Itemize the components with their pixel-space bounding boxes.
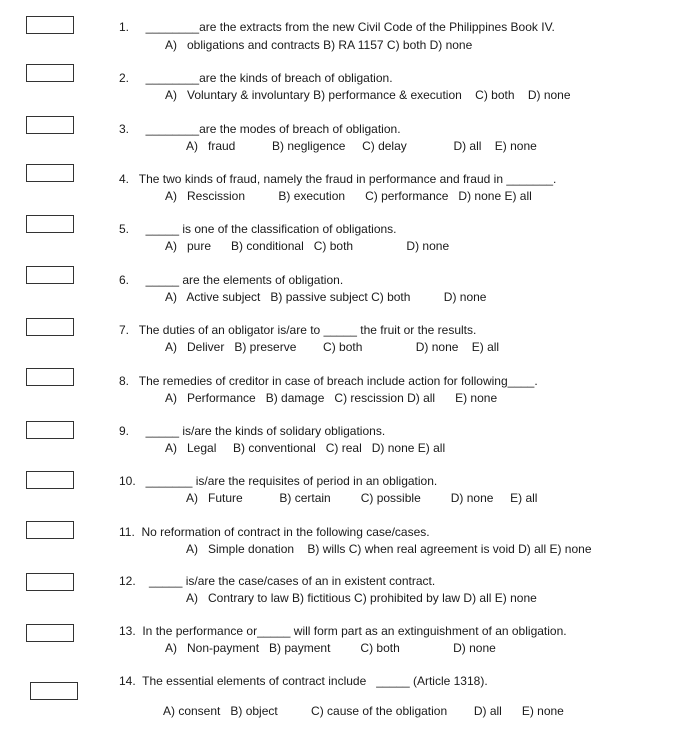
question-stem: 6. _____ are the elements of obligation. — [119, 273, 344, 287]
question-options: A) Active subject B) passive subject C) both D) none — [165, 290, 487, 304]
question-stem: 7. The duties of an obligator is/are to _____ the fruit or the results. — [119, 323, 477, 337]
answer-box-10[interactable] — [26, 471, 74, 489]
answer-box-7[interactable] — [26, 318, 74, 336]
question-stem: 13. In the performance or_____ will form part as an extinguishment of an obligation. — [119, 624, 567, 638]
question-options: A) pure B) conditional C) both D) none — [165, 239, 450, 253]
question-options: A) obligations and contracts B) RA 1157 C) both D) none — [165, 38, 473, 52]
answer-box-5[interactable] — [26, 215, 74, 233]
answer-box-6[interactable] — [26, 266, 74, 284]
question-options: A) consent B) object C) cause of the obligation D) all E) none — [163, 704, 564, 718]
question-options: A) Future B) certain C) possible D) none E) all — [186, 491, 538, 505]
question-stem: 14. The essential elements of contract include _____ (Article 1318). — [119, 674, 488, 688]
question-options: A) Contrary to law B) fictitious C) prohibited by law D) all E) none — [186, 591, 537, 605]
question-options: A) Simple donation B) wills C) when real agreement is void D) all E) none — [186, 542, 592, 556]
answer-box-4[interactable] — [26, 164, 74, 182]
question-options: A) fraud B) negligence C) delay D) all E) none — [186, 139, 537, 153]
answer-box-14[interactable] — [30, 682, 78, 700]
question-stem: 8. The remedies of creditor in case of breach include action for following____. — [119, 374, 538, 388]
question-stem: 12. _____ is/are the case/cases of an in existent contract. — [119, 574, 436, 588]
answer-box-12[interactable] — [26, 573, 74, 591]
answer-box-11[interactable] — [26, 521, 74, 539]
question-stem: 1. ________are the extracts from the new Civil Code of the Philippines Book IV. — [119, 20, 555, 34]
question-stem: 9. _____ is/are the kinds of solidary obligations. — [119, 424, 386, 438]
question-options: A) Performance B) damage C) rescission D) all E) none — [165, 391, 498, 405]
answer-box-9[interactable] — [26, 421, 74, 439]
question-stem: 5. _____ is one of the classification of obligations. — [119, 222, 397, 236]
question-stem: 2. ________are the kinds of breach of obligation. — [119, 71, 393, 85]
question-options: A) Non-payment B) payment C) both D) none — [165, 641, 496, 655]
question-options: A) Voluntary & involuntary B) performance & execution C) both D) none — [165, 88, 571, 102]
answer-box-1[interactable] — [26, 16, 74, 34]
question-stem: 3. ________are the modes of breach of obligation. — [119, 122, 401, 136]
answer-box-2[interactable] — [26, 64, 74, 82]
question-options: A) Legal B) conventional C) real D) none E) all — [165, 441, 446, 455]
question-stem: 4. The two kinds of fraud, namely the fraud in performance and fraud in _______. — [119, 172, 557, 186]
question-stem: 11. No reformation of contract in the following case/cases. — [119, 525, 430, 539]
question-stem: 10. _______ is/are the requisites of period in an obligation. — [119, 474, 438, 488]
answer-box-3[interactable] — [26, 116, 74, 134]
answer-box-8[interactable] — [26, 368, 74, 386]
question-options: A) Rescission B) execution C) performance D) none E) all — [165, 189, 532, 203]
answer-box-13[interactable] — [26, 624, 74, 642]
question-options: A) Deliver B) preserve C) both D) none E) all — [165, 340, 500, 354]
